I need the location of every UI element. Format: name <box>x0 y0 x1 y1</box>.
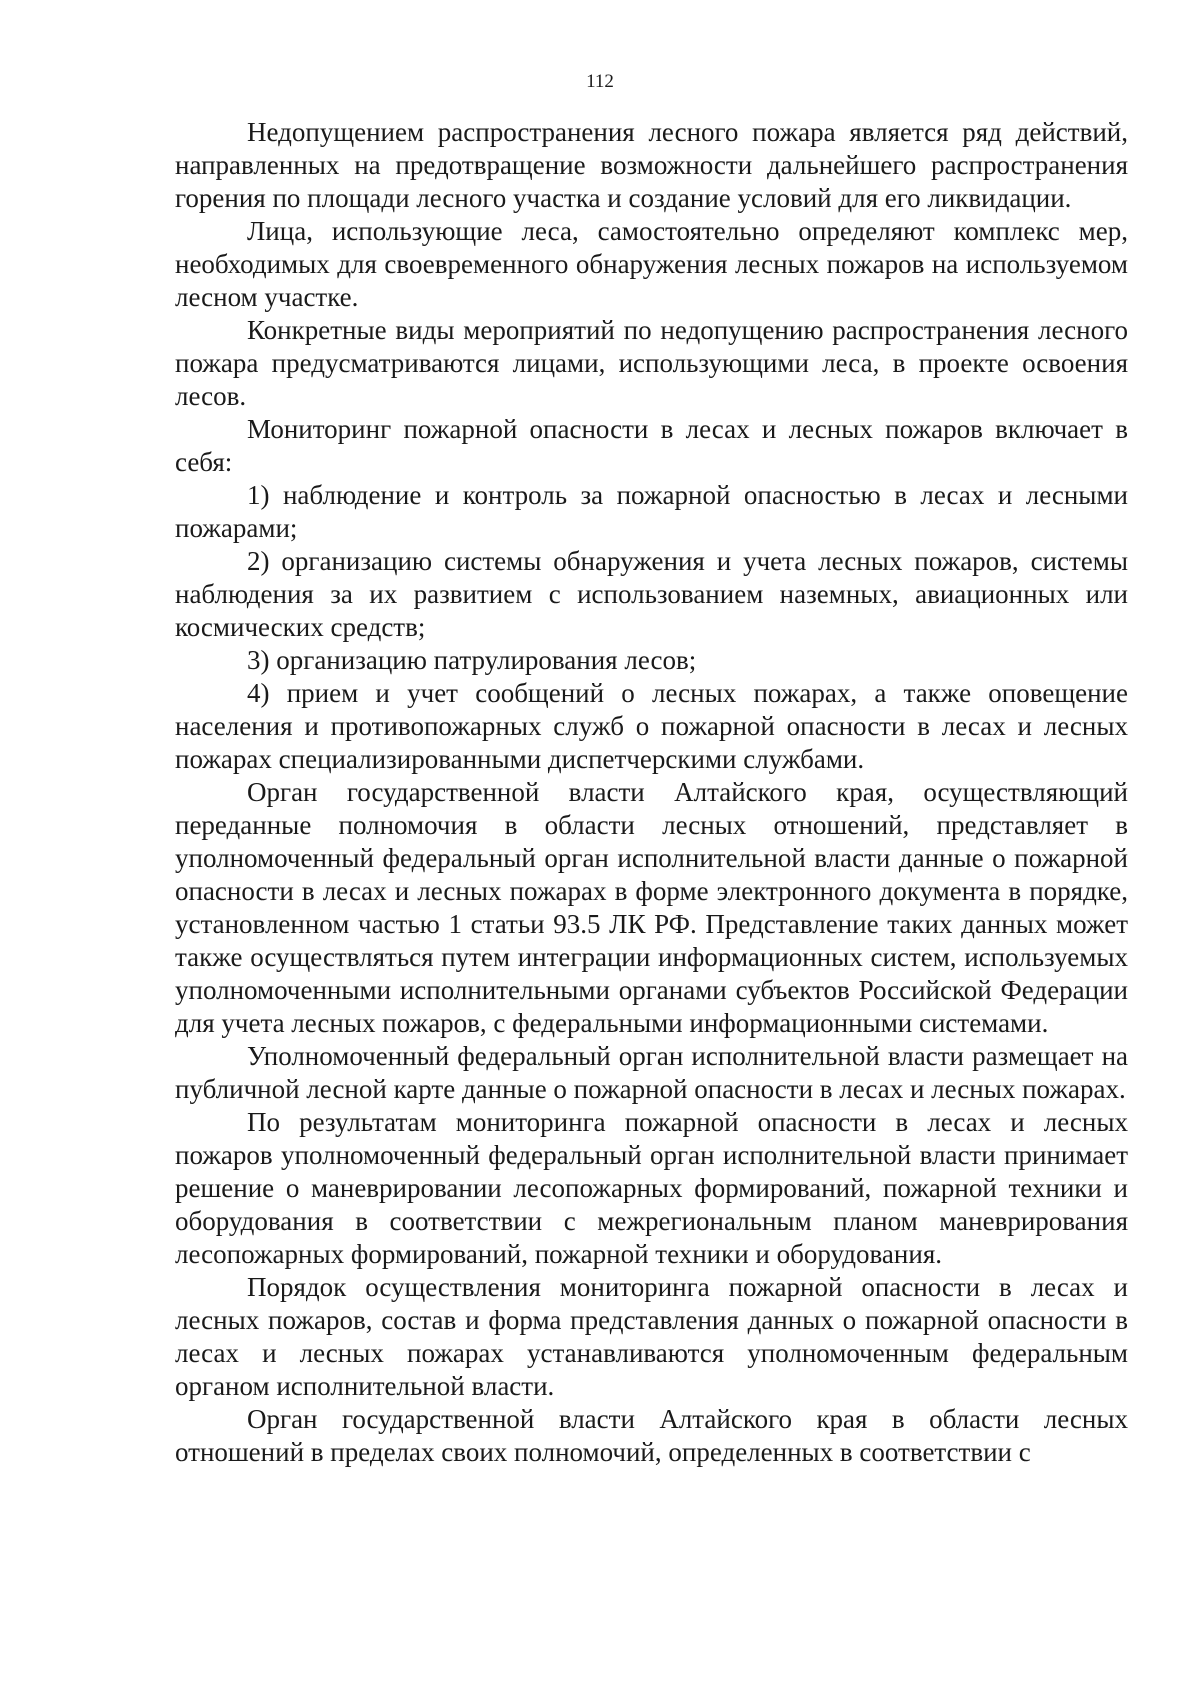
list-item-1: 1) наблюдение и контроль за пожарной опасностью в лесах и лесными пожарами; <box>175 480 1128 543</box>
list-item-2: 2) организацию системы обнаружения и учета лесных пожаров, системы наблюдения за их развитием с использованием наземных, авиационных или космических средств; <box>175 546 1128 642</box>
document-body <box>175 116 1128 1469</box>
paragraph-procedure: Порядок осуществления мониторинга пожарной опасности в лесах и лесных пожаров, состав и форма представления данных о пожарной опасности в лесах и лесных пожарах устанавливаются уполномоченным федеральным органом исполнительной власти. <box>175 1272 1128 1401</box>
paragraph-measures: Конкретные виды мероприятий по недопущению распространения лесного пожара предусматриваются лицами, использующими леса, в проекте освоения лесов. <box>175 315 1128 411</box>
list-item-4: 4) прием и учет сообщений о лесных пожарах, а также оповещение населения и противопожарных служб о пожарной опасности в лесах и лесных пожарах специализированными диспетчерскими службами. <box>175 678 1128 774</box>
paragraph-forest-users: Лица, использующие леса, самостоятельно определяют комплекс мер, необходимых для своевременного обнаружения лесных пожаров на используемом лесном участке. <box>175 216 1128 312</box>
paragraph-maneuvering: По результатам мониторинга пожарной опасности в лесах и лесных пожаров уполномоченный федеральный орган исполнительной власти принимает решение о маневрировании лесопожарных формирований, пожарной техники и оборудования в соответствии с межрегиональным планом маневрирования лесопожарных формирований, пожарной техники и оборудования. <box>175 1107 1128 1269</box>
paragraph-regional-authority: Орган государственной власти Алтайского края, осуществляющий переданные полномочия в области лесных отношений, представляет в уполномоченный федеральный орган исполнительной власти данные о пожарной опасности в лесах и лесных пожарах в форме электронного документа в порядке, установленном частью 1 статьи 93.5 ЛК РФ. Представление таких данных может также осуществляться путем интеграции информационных систем, используемых уполномоченными исполнительными органами субъектов Российской Федерации для учета лесных пожаров, с федеральными информационными системами. <box>175 777 1128 1038</box>
page-number: 112 <box>586 71 614 92</box>
list-item-3: 3) организацию патрулирования лесов; <box>247 645 697 675</box>
paragraph-public-map: Уполномоченный федеральный орган исполнительной власти размещает на публичной лесной карте данные о пожарной опасности в лесах и лесных пожарах. <box>175 1041 1128 1104</box>
paragraph-regional-powers: Орган государственной власти Алтайского края в области лесных отношений в пределах своих полномочий, определенных в соответствии с <box>175 1404 1128 1467</box>
paragraph-prevention: Недопущением распространения лесного пожара является ряд действий, направленных на предотвращение возможности дальнейшего распространения горения по площади лесного участка и создание условий для его ликвидации. <box>175 117 1128 213</box>
paragraph-monitoring-intro: Мониторинг пожарной опасности в лесах и лесных пожаров включает в себя: <box>175 414 1128 477</box>
